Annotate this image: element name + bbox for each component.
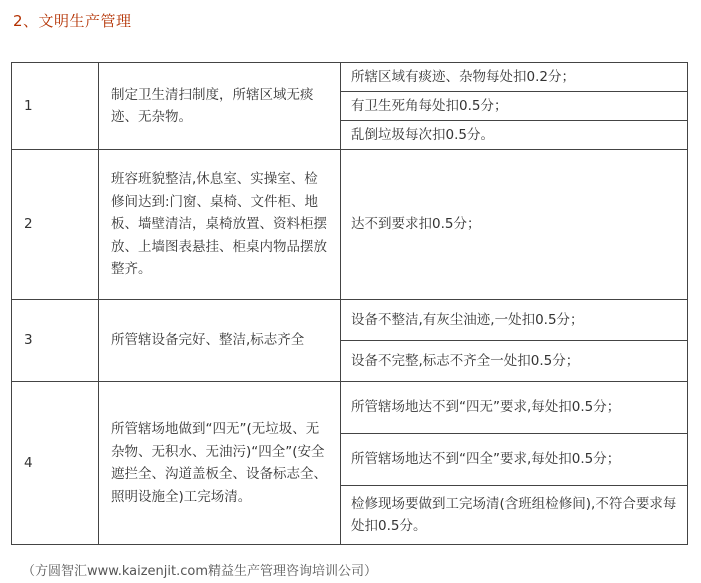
criteria-cell: 设备不整洁,有灰尘油迹,一处扣0.5分； (341, 300, 688, 341)
criteria-cell: 所辖区域有痰迹、杂物每处扣0.2分； (341, 63, 688, 92)
row-number: 4 (12, 382, 99, 545)
requirement-cell: 所管辖场地做到“四无”(无垃圾、无杂物、无积水、无油污)“四全”(安全遮拦全、沟道盖板全、设备标志全、照明设施全)工完场清。 (99, 382, 341, 545)
row-number: 1 (12, 63, 99, 150)
row-number: 2 (12, 150, 99, 300)
requirement-cell: 班容班貌整洁,休息室、实操室、检修间达到:门窗、桌椅、文件柜、地板、墙壁清洁，桌椅放置、资料柜摆放、上墙图表悬挂、柜桌内物品摆放整齐。 (99, 150, 341, 300)
row-number: 3 (12, 300, 99, 382)
criteria-cell: 乱倒垃圾每次扣0.5分。 (341, 121, 688, 150)
table-row (12, 300, 688, 341)
criteria-cell: 达不到要求扣0.5分； (341, 150, 688, 300)
requirement-cell: 制定卫生清扫制度，所辖区域无痰迹、无杂物。 (99, 63, 341, 150)
criteria-cell: 所管辖场地达不到“四全”要求,每处扣0.5分； (341, 434, 688, 486)
criteria-cell: 有卫生死角每处扣0.5分； (341, 92, 688, 121)
table-row (12, 150, 688, 300)
criteria-cell: 设备不完整,标志不齐全一处扣0.5分； (341, 341, 688, 382)
requirement-cell: 所管辖设备完好、整洁,标志齐全 (99, 300, 341, 382)
criteria-cell: 检修现场要做到工完场清(含班组检修间),不符合要求每处扣0.5分。 (341, 486, 688, 545)
criteria-cell: 所管辖场地达不到“四无”要求,每处扣0.5分； (341, 382, 688, 434)
footnote: （方圆智汇www.kaizenjit.com精益生产管理咨询培训公司） (22, 564, 377, 579)
table-row (12, 382, 688, 434)
section-title: 2、文明生产管理 (13, 12, 132, 30)
rules-table (11, 62, 688, 545)
table-row (12, 63, 688, 92)
